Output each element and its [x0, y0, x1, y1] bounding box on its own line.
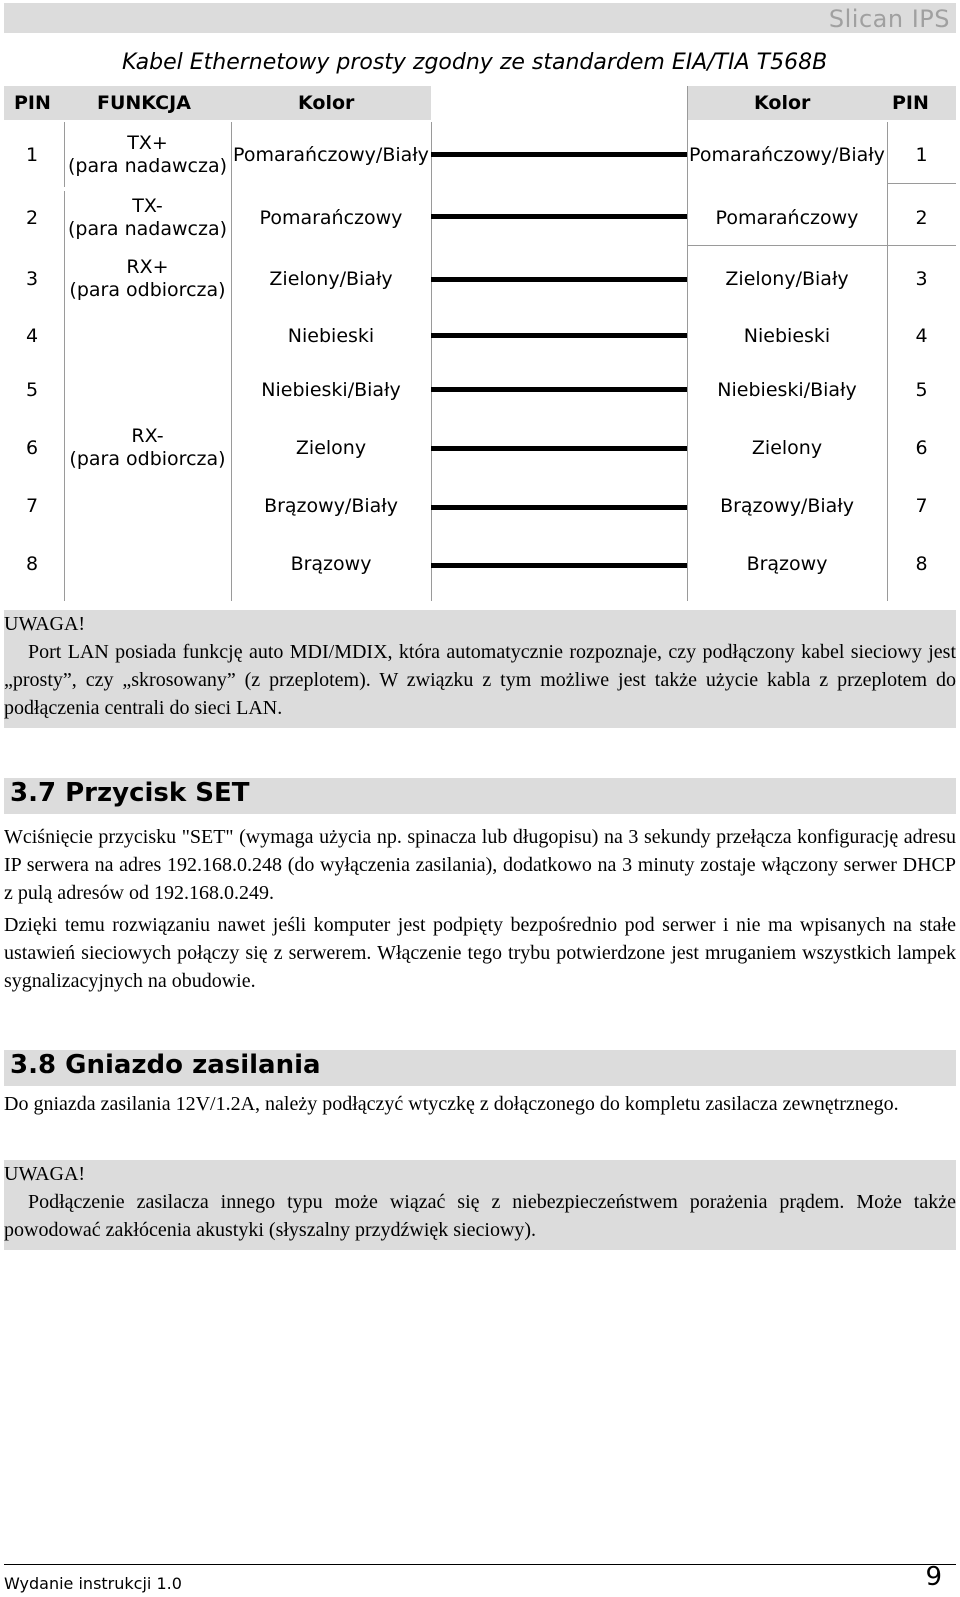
pin-left: 4 [26, 325, 39, 347]
brand-name: Slican IPS [828, 5, 950, 33]
page-number: 9 [925, 1562, 942, 1592]
footer-edition: Wydanie instrukcji 1.0 [4, 1574, 182, 1593]
pin-left: 5 [26, 379, 39, 401]
section-title: 3.8 Gniazdo zasilania [10, 1050, 321, 1080]
table-row [4, 418, 956, 478]
header-pin-right: PIN [892, 92, 929, 114]
function-cell [64, 248, 231, 310]
wire-line [431, 333, 687, 338]
section-title: 3.7 Przycisk SET [10, 778, 250, 808]
note-mdix [4, 610, 956, 728]
table-row [4, 478, 956, 534]
table-row [4, 362, 956, 418]
function-pair: (para odbiorcza) [69, 279, 226, 301]
footer-divider [4, 1564, 956, 1565]
wire-line [431, 387, 687, 392]
function-cell [64, 122, 231, 187]
pin-left: 1 [26, 143, 39, 166]
cable-wiring-table [4, 86, 956, 601]
header-bar [4, 3, 956, 33]
paragraph-power-socket: Do gniazda zasilania 12V/1.2A, należy podłączyć wtyczkę z dołączonego do kompletu zasilacza zewnętrznego. [4, 1093, 899, 1115]
color-right: Brązowy/Biały [720, 495, 854, 517]
note-heading: UWAGA! [4, 613, 86, 635]
color-right: Niebieski [743, 325, 831, 347]
wire-line [431, 277, 687, 282]
table-row [4, 122, 956, 187]
function-cell [64, 186, 231, 250]
function-signal: RX- [131, 425, 164, 447]
wire-line [431, 214, 687, 219]
paragraph-set-mode: Dzięki temu rozwiązaniu nawet jeśli komputer jest podpięty bezpośrednio pod serwer i nie ma wpisanych na stałe ustawień sieciowych połączy się z serwerem. Włączenie tego trybu potwierdzone jest mruganiem wszystkich lampek sygnalizacyjnych na obudowie. [4, 914, 956, 992]
table-row [4, 248, 956, 310]
pin-right: 3 [915, 268, 928, 290]
pin-right: 5 [915, 379, 928, 401]
note-heading: UWAGA! [4, 1163, 86, 1185]
wire-line [431, 152, 687, 157]
paragraph-set-button: Wciśnięcie przycisku "SET" (wymaga użycia np. spinacza lub długopisu) na 3 sekundy przełącza konfigurację adresu IP serwera na adres 192.168.0.248 (do wyłączenia zasilania), dodatkowo na 3 minuty zostaje włączony serwer DHCP z pulą adresów od 192.168.0.249. [4, 826, 956, 904]
wire-line [431, 563, 687, 568]
color-left: Pomarańczowy [259, 207, 403, 229]
function-cell [64, 418, 231, 478]
table-title: Kabel Ethernetowy prosty zgodny ze standardem EIA/TIA T568B [122, 50, 828, 75]
header-function: FUNKCJA [97, 92, 191, 114]
section-heading-bar [4, 778, 956, 814]
color-right: Niebieski/Biały [717, 379, 857, 401]
header-background-left [4, 86, 431, 120]
note-text: Port LAN posiada funkcję auto MDI/MDIX, która automatycznie rozpoznaje, czy podłączony kabel sieciowy jest „prosty”, czy „skrosowany” (z przeplotem). W związku z tym możliwe jest także użycie kabla z przeplotem do podłączenia centrali do sieci LAN. [4, 641, 956, 719]
section-heading-bar [4, 1050, 956, 1086]
color-right: Brązowy [746, 553, 828, 575]
function-pair: (para nadawcza) [67, 218, 227, 240]
function-signal: TX- [132, 195, 163, 217]
pin-right: 1 [915, 143, 928, 166]
function-signal: TX+ [127, 131, 168, 154]
color-right: Zielony [751, 437, 823, 459]
color-left: Brązowy [290, 553, 372, 575]
color-left: Niebieski/Biały [261, 379, 401, 401]
pin-left: 7 [26, 495, 39, 517]
color-right: Pomarańczowy [715, 207, 859, 229]
function-pair: (para odbiorcza) [69, 448, 226, 470]
color-left: Niebieski [287, 325, 375, 347]
table-row [4, 534, 956, 594]
color-left: Zielony [295, 437, 367, 459]
note-power-warning [4, 1160, 956, 1250]
pin-right: 4 [915, 325, 928, 347]
table-row [4, 310, 956, 362]
header-color-right: Kolor [754, 92, 811, 114]
function-signal: RX+ [126, 256, 169, 278]
color-left: Pomarańczowy/Biały [233, 143, 429, 166]
header-color-left: Kolor [298, 92, 355, 114]
table-row [4, 186, 956, 250]
color-left: Zielony/Biały [269, 268, 393, 290]
pin-left: 8 [26, 553, 39, 575]
color-right: Zielony/Biały [725, 268, 849, 290]
color-left: Brązowy/Biały [264, 495, 398, 517]
note-text: Podłączenie zasilacza innego typu może wiązać się z niebezpieczeństwem porażenia prądem. Może także powodować zakłócenia akustyki (słyszalny przydźwięk sieciowy). [4, 1191, 956, 1241]
wire-line [431, 446, 687, 451]
pin-right: 6 [915, 437, 928, 459]
pin-left: 6 [26, 437, 39, 459]
pin-left: 3 [26, 268, 39, 290]
color-right: Pomarańczowy/Biały [689, 143, 885, 166]
pin-right: 2 [915, 207, 928, 229]
header-pin-left: PIN [14, 92, 51, 114]
pin-right: 8 [915, 553, 928, 575]
wire-line [431, 505, 687, 510]
pin-right: 7 [915, 495, 928, 517]
pin-left: 2 [26, 207, 39, 229]
function-pair: (para nadawcza) [67, 154, 227, 177]
